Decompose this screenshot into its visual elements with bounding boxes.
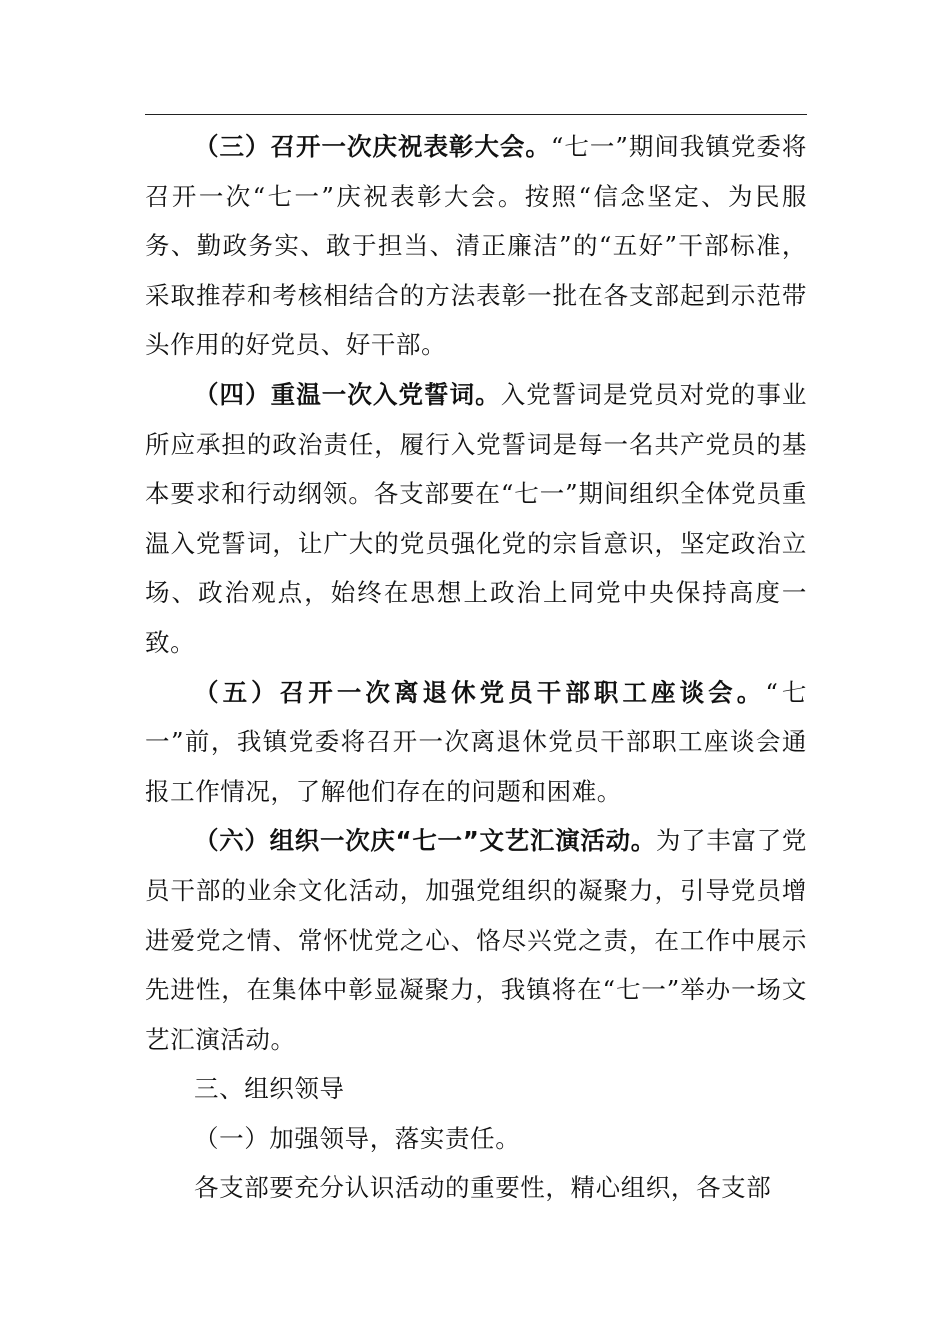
- paragraph-4-heading: （四）重温一次入党誓词。: [194, 379, 501, 409]
- header-rule: [145, 114, 807, 115]
- paragraph-5: [145, 668, 807, 817]
- paragraph-5-body: “七一”前，我镇党委将召开一次离退休党员干部职工座谈会通报工作情况，了解他们存在的问题和困难。: [145, 677, 808, 806]
- paragraph-3-heading: （三）召开一次庆祝表彰大会。: [194, 132, 551, 161]
- last-paragraph: 各支部要充分认识活动的重要性，精心组织，各支部: [194, 1173, 772, 1203]
- document-body: [145, 122, 807, 1213]
- paragraph-6-body: 为了丰富了党员干部的业余文化活动，加强党组织的凝聚力，引导党员增进爱党之情、常怀忧党之心、恪尽兴党之责，在工作中展示先进性，在集体中彰显凝聚力，我镇将在“七一”举办一场文艺汇演活动。: [145, 826, 807, 1054]
- paragraph-5-heading: （五）召开一次离退休党员干部职工座谈会。: [194, 677, 766, 707]
- section-heading: 三、组织领导: [194, 1074, 345, 1104]
- paragraph-6-heading: （六）组织一次庆“七一”文艺汇演活动。: [194, 826, 656, 856]
- paragraph-3-body: “七一”期间我镇党委将召开一次“七一”庆祝表彰大会。按照“信念坚定、为民服务、勤政务实、敢于担当、清正廉洁”的“五好”干部标准，采取推荐和考核相结合的方法表彰一批在各支部起到示范带头作用的好党员、好干部。: [145, 132, 807, 360]
- paragraph-4-body: 入党誓词是党员对党的事业所应承担的政治责任，履行入党誓词是每一名共产党员的基本要求和行动纲领。各支部要在“七一”期间组织全体党员重温入党誓词，让广大的党员强化党的宗旨意识，坚定政治立场、政治观点，始终在思想上政治上同党中央保持高度一致。: [145, 379, 807, 657]
- paragraph-6: [145, 816, 807, 1064]
- subsection-heading: （一）加强领导，落实责任。: [194, 1123, 521, 1153]
- paragraph-4: [145, 370, 807, 668]
- paragraph-3: [145, 122, 807, 370]
